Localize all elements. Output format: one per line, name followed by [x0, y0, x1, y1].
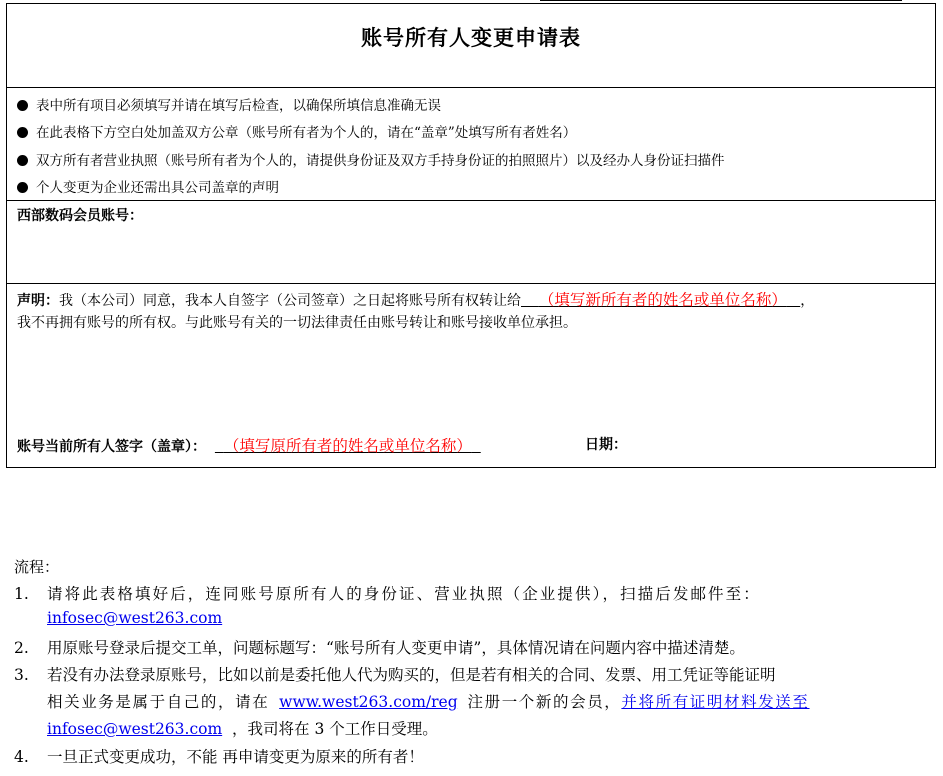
current-owner-field[interactable] — [215, 439, 481, 455]
form-title-row — [7, 4, 935, 88]
note-item: 表中所有项目必须填写并请在填写后检查，以确保所填信息准确无误 — [17, 94, 441, 114]
top-rule — [540, 0, 902, 1]
account-section[interactable] — [7, 201, 935, 284]
account-label: 西部数码会员账号： — [17, 208, 143, 224]
email-link[interactable]: infosec@west263.com — [47, 720, 223, 738]
process-step-3: 3. 若没有办法登录原账号，比如以前是委托他人代为购买的，但是若有相关的合同、发票、用工凭证等能证明 — [14, 666, 776, 684]
statement-label: 声明： — [17, 293, 59, 309]
process-step-2: 2. 用原账号登录后提交工单，问题标题写：“账号所有人变更申请”，具体情况请在问题内容中描述清楚。 — [14, 639, 745, 657]
process-step-4: 4. 一旦正式变更成功，不能 再申请变更为原来的所有者！ — [14, 748, 424, 766]
bullet-icon — [17, 182, 28, 193]
new-owner-placeholder: （填写新所有者的姓名或单位名称） — [538, 291, 787, 309]
step1-email-line — [47, 609, 222, 627]
new-owner-field[interactable] — [521, 293, 800, 309]
bullet-icon — [17, 155, 28, 166]
email-link[interactable]: infosec@west263.com — [47, 609, 223, 627]
register-link[interactable]: www.west263.com/reg — [279, 693, 458, 711]
signature-label: 账号当前所有人签字（盖章）： — [17, 439, 206, 455]
statement-section — [7, 284, 935, 469]
signature-line — [17, 434, 481, 456]
form-title: 账号所有人变更申请表 — [361, 25, 581, 50]
send-materials-link[interactable]: 并将所有证明材料发送至 — [621, 693, 810, 711]
statement-line-1: 声明：我（本公司）同意，我本人自签字（公司签章）之日起将账号所有权转让给 （填写新所有者的姓名或单位名称） ， — [17, 291, 815, 309]
step3-line-3: infosec@west263.com ，我司将在 3 个工作日受理。 — [47, 720, 438, 738]
step3-line-2: 相关业务是属于自己的，请在 www.west263.com/reg 注册一个新的会员，并将所有证明材料发送至 — [47, 693, 810, 711]
notes-section — [7, 88, 935, 201]
statement-line-2: 我不再拥有账号的所有权。与此账号有关的一切法律责任由账号转让和账号接收单位承担。 — [17, 315, 577, 331]
process-heading: 流程： — [14, 558, 60, 576]
note-item: 个人变更为企业还需出具公司盖章的声明 — [17, 176, 279, 196]
process-step-1: 1. 请将此表格填好后，连同账号原所有人的身份证、营业执照（企业提供），扫描后发邮件至： — [14, 585, 761, 603]
note-item: 双方所有者营业执照（账号所有者为个人的，请提供身份证及双方手持身份证的拍照照片）以及经办人身份证扫描件 — [17, 149, 725, 169]
application-form — [6, 3, 936, 468]
bullet-icon — [17, 127, 28, 138]
current-owner-placeholder: （填写原所有者的姓名或单位名称） — [223, 437, 472, 455]
note-item: 在此表格下方空白处加盖双方公章（账号所有者为个人的，请在“盖章”处填写所有者姓名） — [17, 121, 576, 141]
bullet-icon — [17, 100, 28, 111]
date-label: 日期： — [585, 437, 627, 453]
